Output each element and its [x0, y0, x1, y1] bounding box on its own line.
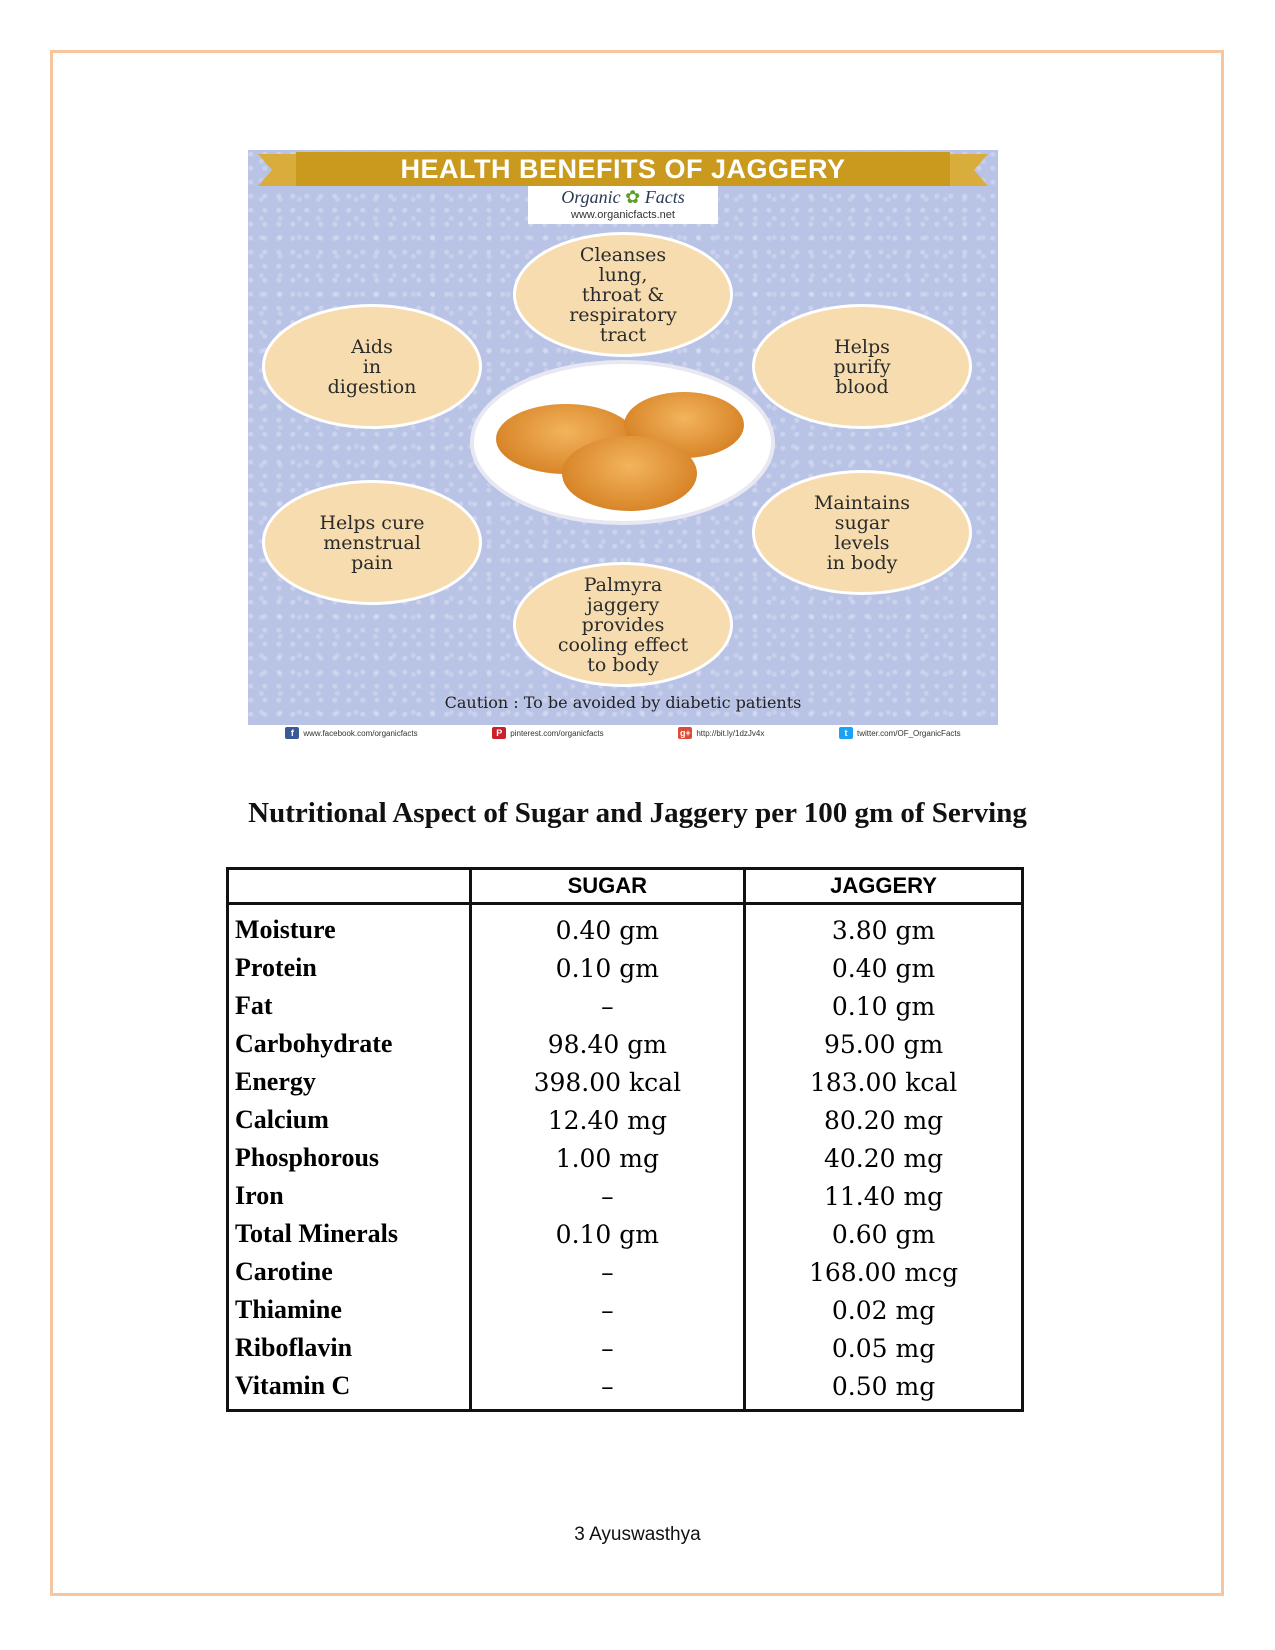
benefit-bubble-cooling: Palmyra jaggery provides cooling effect to body: [513, 562, 733, 687]
organic-facts-logo: [528, 186, 718, 224]
sugar-value: –: [470, 1177, 745, 1215]
jaggery-value: 0.50 mg: [745, 1367, 1023, 1411]
jaggery-value: 183.00 kcal: [745, 1063, 1023, 1101]
table-row: [228, 1063, 1023, 1101]
header-sugar: SUGAR: [470, 869, 745, 904]
table-row: [228, 1291, 1023, 1329]
sugar-value: –: [470, 1329, 745, 1367]
jaggery-value: 80.20 mg: [745, 1101, 1023, 1139]
sugar-value: 0.10 gm: [470, 1215, 745, 1253]
social-twitter-text: twitter.com/OF_OrganicFacts: [857, 728, 961, 738]
benefit-bubble-menstrual: Helps cure menstrual pain: [262, 480, 482, 605]
social-facebook: [285, 727, 417, 739]
header-empty: [228, 869, 471, 904]
table-row: [228, 1253, 1023, 1291]
social-googleplus: [678, 727, 764, 739]
section-title: Nutritional Aspect of Sugar and Jaggery per 100 gm of Serving: [248, 797, 1027, 829]
sugar-value: 398.00 kcal: [470, 1063, 745, 1101]
table-row: [228, 1329, 1023, 1367]
table-row: [228, 1101, 1023, 1139]
table-row: [228, 949, 1023, 987]
table-row: [228, 1177, 1023, 1215]
nutrient-name: Phosphorous: [228, 1139, 471, 1177]
social-twitter: [839, 727, 961, 739]
table-header-row: [228, 869, 1023, 904]
table-body: [228, 904, 1023, 1411]
logo-text-organic: Organic: [561, 187, 621, 207]
jaggery-infographic: [248, 150, 998, 725]
header-jaggery: JAGGERY: [745, 869, 1023, 904]
social-facebook-text: www.facebook.com/organicfacts: [303, 728, 418, 738]
benefit-bubble-blood: Helps purify blood: [752, 304, 972, 429]
jaggery-value: 0.10 gm: [745, 987, 1023, 1025]
jaggery-value: 0.60 gm: [745, 1215, 1023, 1253]
nutrient-name: Carotine: [228, 1253, 471, 1291]
nutrient-name: Thiamine: [228, 1291, 471, 1329]
nutrient-name: Protein: [228, 949, 471, 987]
table-row: [228, 987, 1023, 1025]
pinterest-icon: P: [492, 727, 506, 739]
nutrient-name: Moisture: [228, 904, 471, 950]
sugar-value: 0.10 gm: [470, 949, 745, 987]
sugar-value: –: [470, 987, 745, 1025]
banner-ribbon-right: [950, 154, 988, 186]
nutrient-name: Carbohydrate: [228, 1025, 471, 1063]
sugar-value: –: [470, 1253, 745, 1291]
jaggery-value: 95.00 gm: [745, 1025, 1023, 1063]
jaggery-value: 0.05 mg: [745, 1329, 1023, 1367]
sugar-value: 0.40 gm: [470, 904, 745, 950]
nutrient-name: Vitamin C: [228, 1367, 471, 1411]
jaggery-value: 11.40 mg: [745, 1177, 1023, 1215]
sugar-value: 12.40 mg: [470, 1101, 745, 1139]
googleplus-icon: g+: [679, 728, 691, 738]
sugar-value: –: [470, 1291, 745, 1329]
banner-ribbon-left: [258, 154, 296, 186]
facebook-icon: f: [285, 727, 299, 739]
table-row: [228, 1025, 1023, 1063]
nutrient-name: Calcium: [228, 1101, 471, 1139]
nutrient-name: Total Minerals: [228, 1215, 471, 1253]
jaggery-image: [470, 360, 775, 525]
caution-note: Caution : To be avoided by diabetic patients: [444, 693, 802, 712]
nutrient-name: Iron: [228, 1177, 471, 1215]
logo-url: www.organicfacts.net: [571, 209, 675, 221]
social-pinterest-text: pinterest.com/organicfacts: [510, 728, 604, 738]
logo-text-facts: Facts: [644, 187, 685, 207]
jaggery-piece-front: [562, 436, 697, 511]
benefit-bubble-sugar-levels: Maintains sugar levels in body: [752, 470, 972, 595]
nutrient-name: Riboflavin: [228, 1329, 471, 1367]
page-footer: 3 Ayuswasthya: [574, 1524, 701, 1545]
jaggery-value: 0.40 gm: [745, 949, 1023, 987]
nutrient-name: Fat: [228, 987, 471, 1025]
social-pinterest: [492, 727, 603, 739]
benefit-bubble-respiratory: Cleanses lung, throat & respiratory tract: [513, 232, 733, 357]
sugar-value: 1.00 mg: [470, 1139, 745, 1177]
infographic-title: HEALTH BENEFITS OF JAGGERY: [296, 152, 950, 186]
table-row: [228, 1367, 1023, 1411]
jaggery-value: 168.00 mcg: [745, 1253, 1023, 1291]
table-row: [228, 1139, 1023, 1177]
table-row: [228, 1215, 1023, 1253]
leaf-icon: ✿: [625, 187, 641, 207]
benefit-bubble-digestion: Aids in digestion: [262, 304, 482, 429]
twitter-icon: t: [839, 727, 853, 739]
social-googleplus-text: http://bit.ly/1dzJv4x: [696, 728, 765, 738]
jaggery-value: 0.02 mg: [745, 1291, 1023, 1329]
jaggery-value: 40.20 mg: [745, 1139, 1023, 1177]
nutrient-name: Energy: [228, 1063, 471, 1101]
jaggery-value: 3.80 gm: [745, 904, 1023, 950]
sugar-value: 98.40 gm: [470, 1025, 745, 1063]
nutrition-table: [226, 867, 1024, 1412]
social-links-bar: [248, 725, 998, 741]
table-row: [228, 904, 1023, 950]
sugar-value: –: [470, 1367, 745, 1411]
